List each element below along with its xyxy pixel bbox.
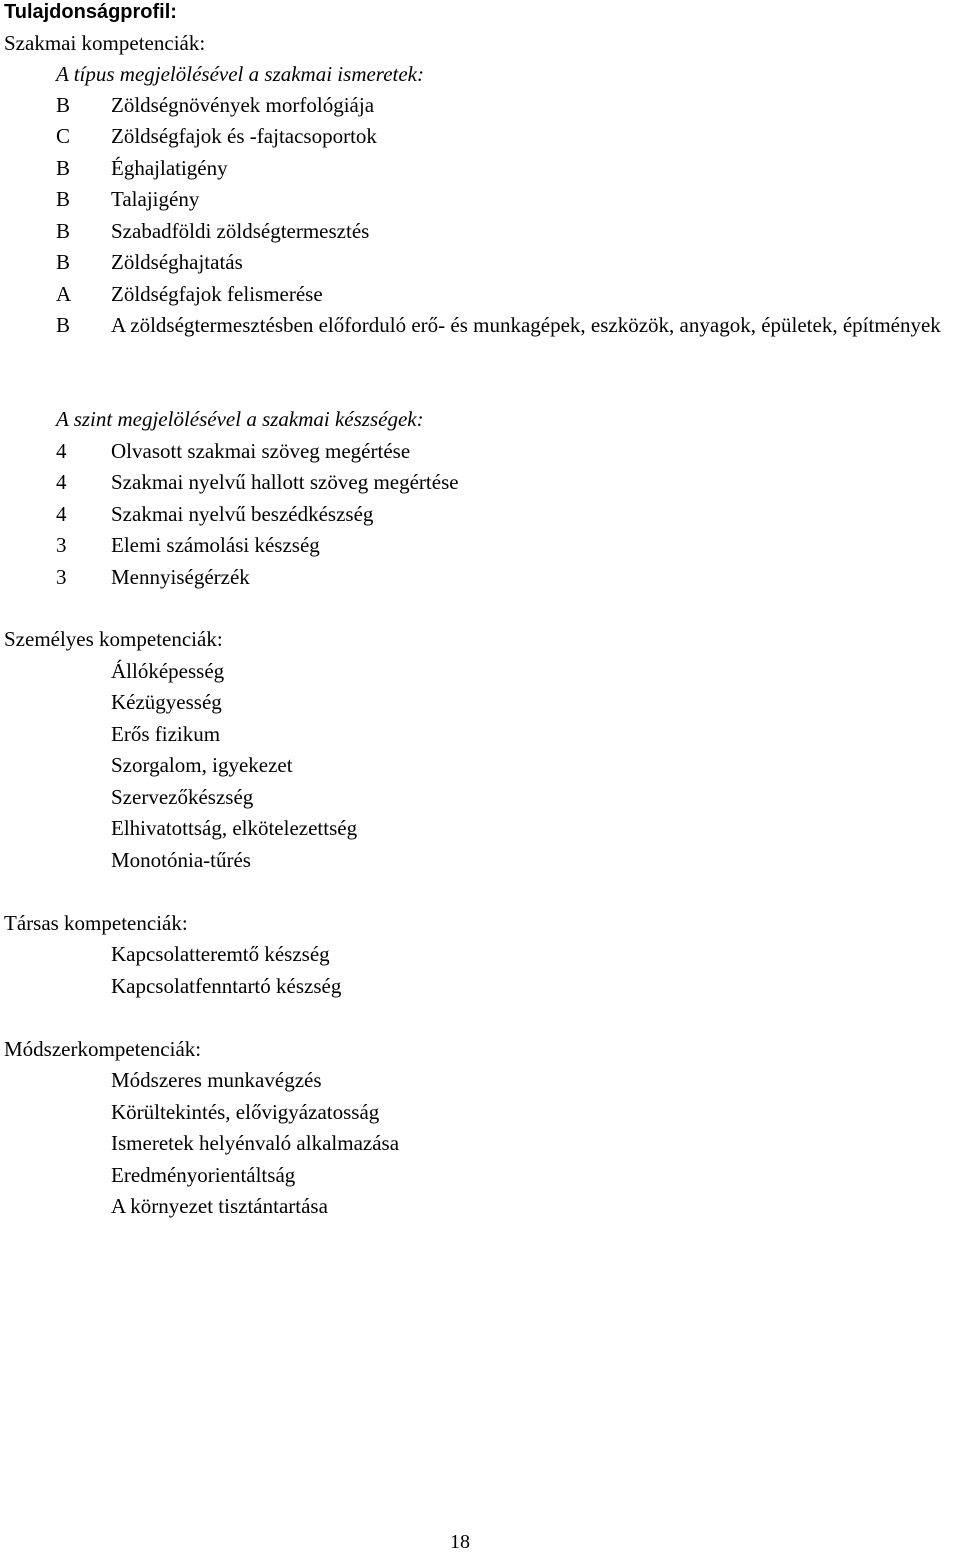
modszer-item: Módszeres munkavégzés — [111, 1068, 322, 1092]
modszer-item: Körültekintés, elővigyázatosság — [111, 1100, 380, 1124]
ismeret-code: B — [56, 156, 71, 180]
ismeret-item: Zöldséghajtatás — [111, 250, 243, 274]
page-title: Tulajdonságprofil: — [4, 1, 177, 23]
ismeret-code: B — [56, 219, 71, 243]
tarsas-item: Kapcsolatfenntartó készség — [111, 974, 342, 998]
ismeret-item: A zöldségtermesztésben előforduló erő- és munkagépek, eszközök, anyagok, épületek, építmények — [111, 313, 941, 337]
ismeret-code: B — [56, 250, 71, 274]
tarsas-heading: Társas kompetenciák: — [4, 911, 188, 935]
keszseg-level: 3 — [56, 533, 67, 557]
tarsas-item: Kapcsolatteremtő készség — [111, 942, 330, 966]
szemelyes-item: Kézügyesség — [111, 690, 222, 714]
ismeretek-subheading: A típus megjelölésével a szakmai ismeretek: — [56, 62, 424, 86]
keszseg-level: 4 — [56, 439, 67, 463]
page-number: 18 — [450, 1531, 470, 1553]
ismeret-item: Éghajlatigény — [111, 156, 228, 180]
keszseg-level: 3 — [56, 565, 67, 589]
szemelyes-item: Szorgalom, igyekezet — [111, 753, 293, 777]
szemelyes-item: Monotónia-tűrés — [111, 848, 251, 872]
szakmai-heading: Szakmai kompetenciák: — [4, 31, 206, 55]
keszseg-item: Elemi számolási készség — [111, 533, 320, 557]
modszer-heading: Módszerkompetenciák: — [4, 1037, 202, 1061]
ismeret-item: Zöldségnövények morfológiája — [111, 93, 375, 117]
szemelyes-item: Szervezőkészség — [111, 785, 254, 809]
modszer-item: Eredményorientáltság — [111, 1163, 296, 1187]
ismeret-item: Szabadföldi zöldségtermesztés — [111, 219, 370, 243]
ismeret-code: B — [56, 93, 71, 117]
szemelyes-item: Elhivatottság, elkötelezettség — [111, 816, 358, 840]
ismeret-item: Zöldségfajok és -fajtacsoportok — [111, 124, 377, 148]
ismeret-code: B — [56, 313, 71, 337]
keszseg-level: 4 — [56, 502, 67, 526]
keszseg-level: 4 — [56, 470, 67, 494]
szemelyes-heading: Személyes kompetenciák: — [4, 627, 223, 651]
szemelyes-item: Állóképesség — [111, 659, 225, 683]
ismeret-code: B — [56, 187, 71, 211]
ismeret-code: C — [56, 124, 71, 148]
keszseg-item: Mennyiségérzék — [111, 565, 250, 589]
modszer-item: Ismeretek helyénvaló alkalmazása — [111, 1131, 400, 1155]
ismeret-item: Zöldségfajok felismerése — [111, 282, 323, 306]
szemelyes-item: Erős fizikum — [111, 722, 221, 746]
keszseg-item: Szakmai nyelvű beszédkészség — [111, 502, 374, 526]
keszsegek-subheading: A szint megjelölésével a szakmai készségek: — [56, 407, 424, 431]
keszseg-item: Olvasott szakmai szöveg megértése — [111, 439, 411, 463]
modszer-item: A környezet tisztántartása — [111, 1194, 328, 1218]
keszseg-item: Szakmai nyelvű hallott szöveg megértése — [111, 470, 459, 494]
ismeret-code: A — [56, 282, 72, 306]
ismeret-item: Talajigény — [111, 187, 200, 211]
